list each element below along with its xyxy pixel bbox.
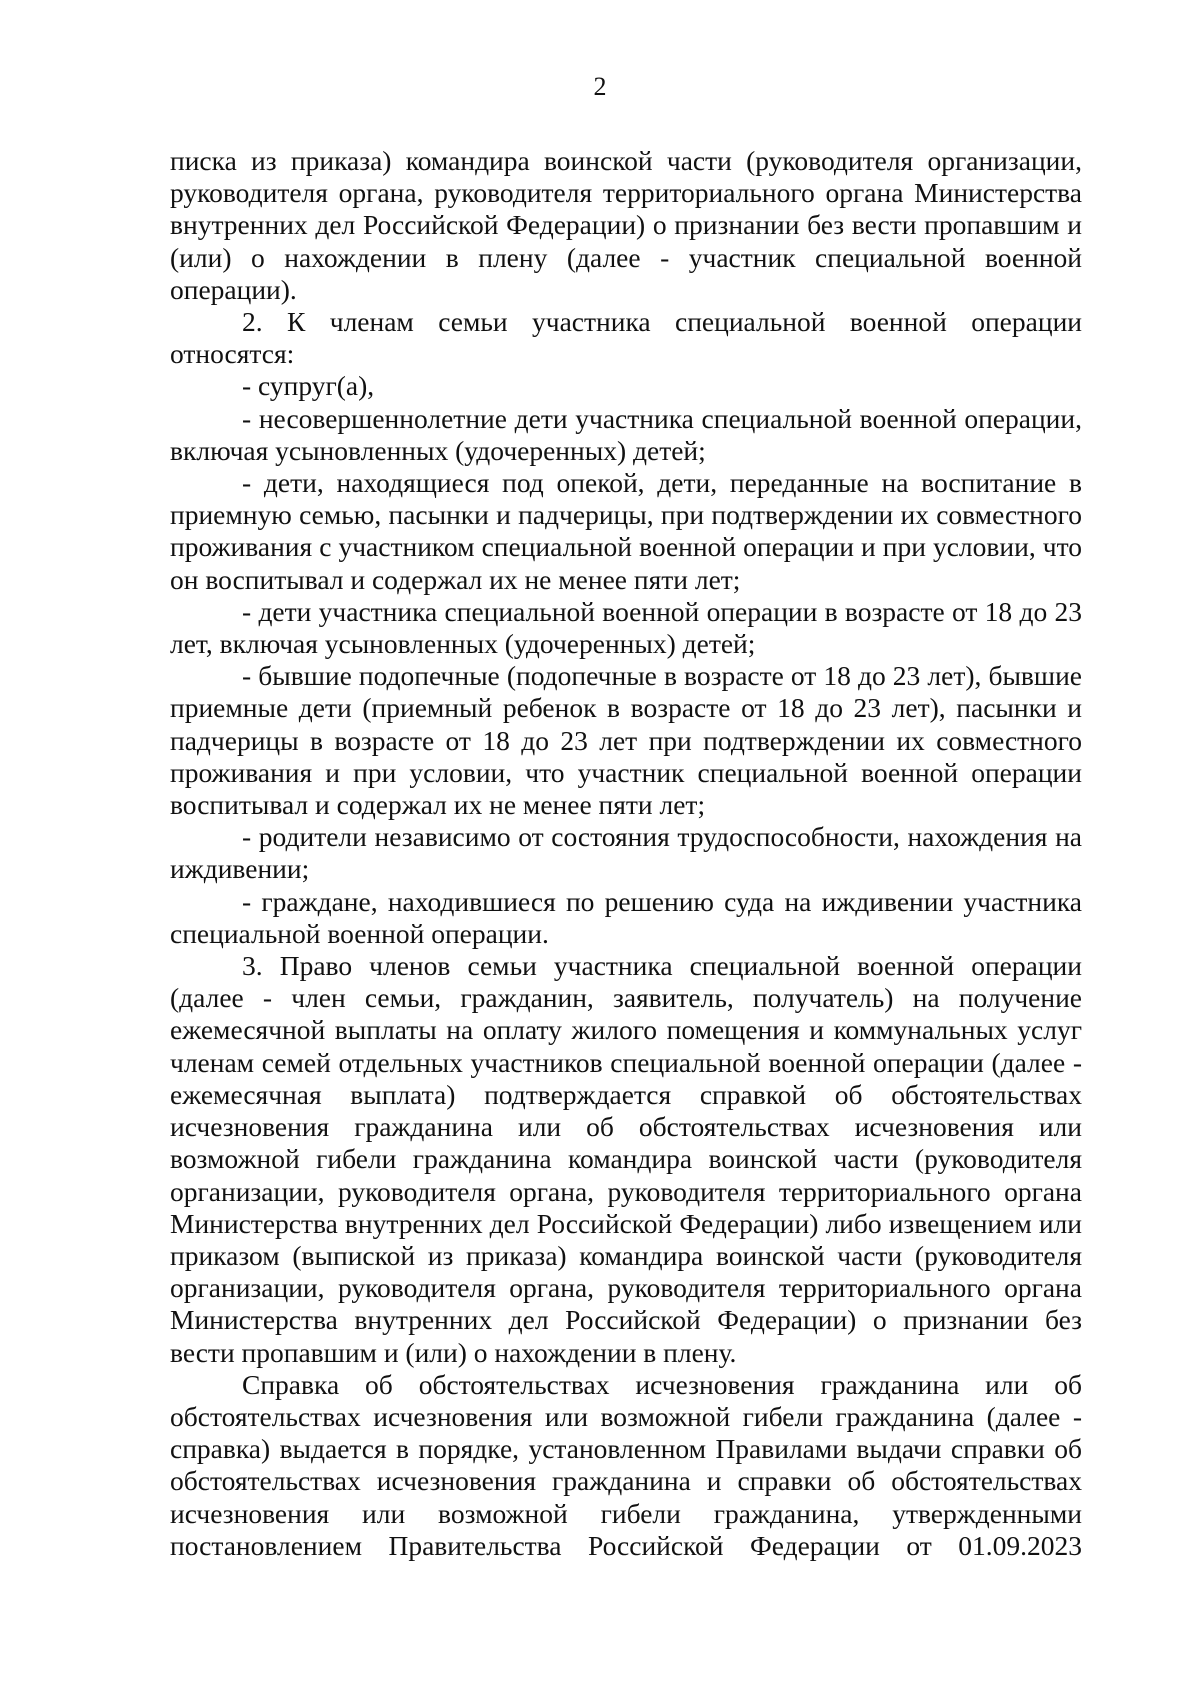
list-item-dependents: - граждане, находившиеся по решению суда на иждивении участника специальной военной операции.: [170, 885, 1082, 949]
list-item-guardianship-children: - дети, находящиеся под опекой, дети, переданные на воспитание в приемную семью, пасынки и падчерицы, при подтверждении их совместного проживания с участником специальной военной операции и при условии, что он воспитывал и содержал их не менее пяти лет;: [170, 467, 1082, 595]
list-item-minor-children: - несовершеннолетние дети участника специальной военной операции, включая усыновленных (удочеренных) детей;: [170, 402, 1082, 466]
paragraph-continuation: писка из приказа) командира воинской части (руководителя организации, руководителя органа, руководителя территориального органа Министерства внутренних дел Российской Федерации) о признании без вести пропавшим и (или) о нахождении в плену (далее - участник специальной военной операции).: [170, 145, 1082, 305]
paragraph-section-3: 3. Право членов семьи участника специальной военной операции (далее - член семьи, гражданин, заявитель, получатель) на получение ежемесячной выплаты на оплату жилого помещения и коммунальных услуг членам семей отдельных участников специальной военной операции (далее - ежемесячная выплата) подтверждается справкой об обстоятельствах исчезновения гражданина или об обстоятельствах исчезновения или возможной гибели гражданина командира воинской части (руководителя организации, руководителя органа, руководителя территориального органа Министерства внутренних дел Российской Федерации) либо извещением или приказом (выпиской из приказа) командира воинской части (руководителя организации, руководителя органа, руководителя территориального органа Министерства внутренних дел Российской Федерации) о признании без вести пропавшим и (или) о нахождении в плену.: [170, 950, 1082, 1368]
paragraph-certificate: Справка об обстоятельствах исчезновения гражданина или об обстоятельствах исчезновения или возможной гибели гражданина (далее - справка) выдается в порядке, установленном Правилами выдачи справки об обстоятельствах исчезновения гражданина и справки об обстоятельствах исчезновения или возможной гибели гражданина, утвержденными постановлением Правительства Российской Федерации от 01.09.2023: [170, 1368, 1082, 1561]
list-item-former-wards: - бывшие подопечные (подопечные в возрасте от 18 до 23 лет), бывшие приемные дети (приемный ребенок в возрасте от 18 до 23 лет), пасынки и падчерицы в возрасте от 18 до 23 лет при подтверждении их совместного проживания и при условии, что участник специальной военной операции воспитывал и содержал их не менее пяти лет;: [170, 660, 1082, 821]
paragraph-section-2: 2. К членам семьи участника специальной военной операции относятся:: [170, 306, 1082, 370]
list-item-children-18-23: - дети участника специальной военной операции в возрасте от 18 до 23 лет, включая усыновленных (удочеренных) детей;: [170, 595, 1082, 660]
document-body: [170, 145, 1082, 1562]
page-number: 2: [593, 72, 607, 101]
list-item-parents: - родители независимо от состояния трудоспособности, нахождения на иждивении;: [170, 821, 1082, 885]
list-item-spouse: - супруг(а),: [242, 370, 375, 402]
